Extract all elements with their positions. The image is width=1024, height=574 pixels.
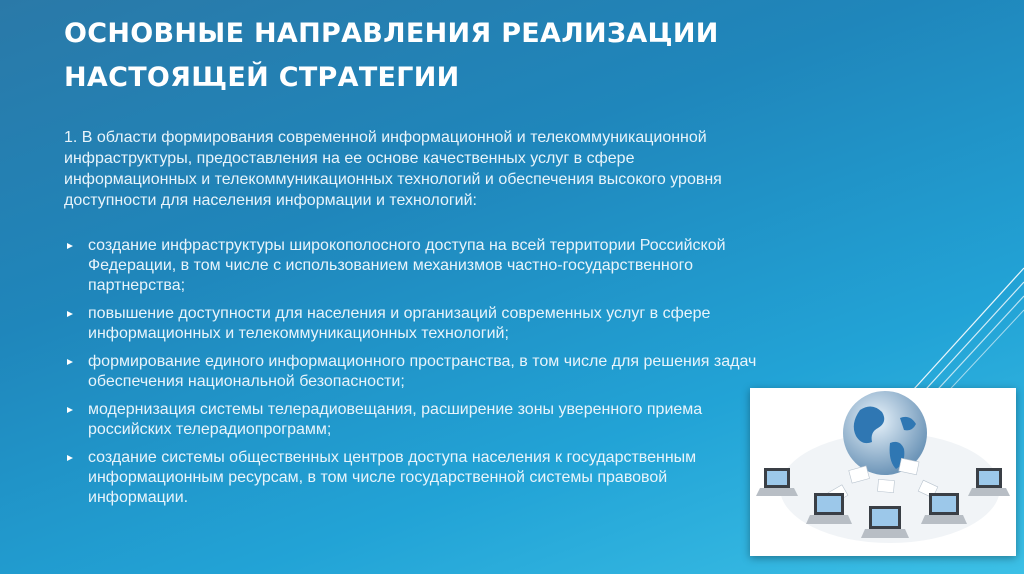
triangle-bullet-icon [67,407,73,413]
globe-network-image [750,388,1016,556]
list-item-text: создание инфраструктуры широкополосного доступа на всей территории Российской Федерации, в том числе с использованием механизмов частно-государственного партнерства; [88,237,726,294]
triangle-bullet-icon [67,311,73,317]
list-item [64,236,764,296]
decorative-lines [884,250,1024,410]
list-item [64,448,764,508]
list-item-text: формирование единого информационного пространства, в том числе для решения задач обеспечения национальной безопасности; [88,353,757,390]
triangle-bullet-icon [67,455,73,461]
intro-paragraph: 1. В области формирования современной информационной и телекоммуникационной инфраструктуры, предоставления на ее основе качественных услуг в сфере информационных и телекоммуникационных технологий и обеспечения высокого уровня доступности для населения информации и технологий: [64,129,722,209]
list-item-text: создание системы общественных центров доступа населения к государственным информационным ресурсам, в том числе государственной системы правовой информации. [88,449,697,506]
list-item [64,352,764,392]
list-item-text: модернизация системы телерадиовещания, расширение зоны уверенного приема российских телерадиопрограмм; [88,401,703,438]
slide-title: ОСНОВНЫЕ НАПРАВЛЕНИЯ РЕАЛИЗАЦИИ НАСТОЯЩЕЙ СТРАТЕГИИ [64,18,719,93]
bullet-list [64,236,764,516]
list-item [64,400,764,440]
triangle-bullet-icon [67,243,73,249]
globe-with-laptops-icon [750,388,1016,556]
list-item-text: повышение доступности для населения и организаций современных услуг в сфере информационных и телекоммуникационных технологий; [88,305,711,342]
triangle-bullet-icon [67,359,73,365]
list-item [64,304,764,344]
